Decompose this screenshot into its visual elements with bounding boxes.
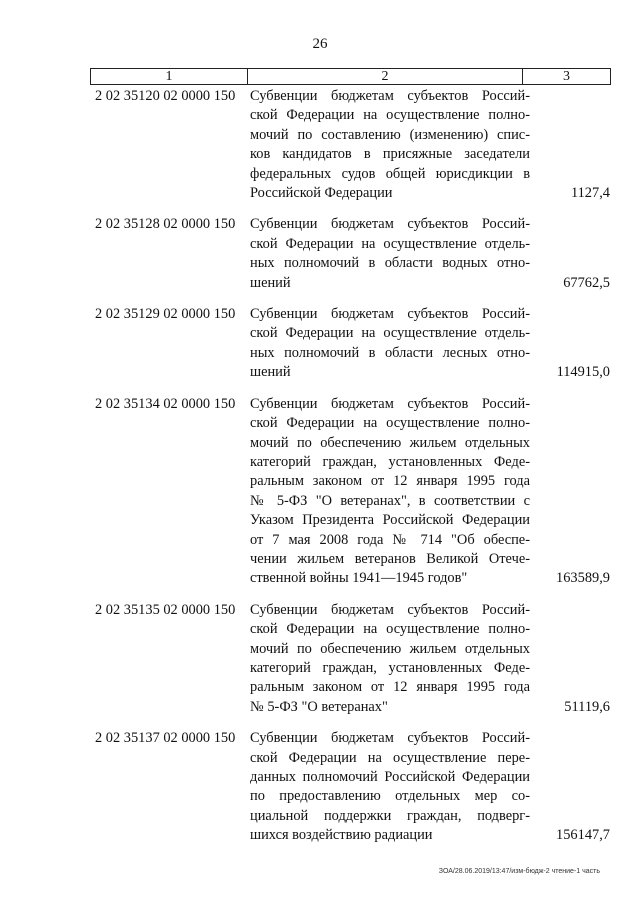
table-row <box>0 215 640 293</box>
description-line: Российской Федерации <box>250 185 393 202</box>
description-line: ской Федерации на осуществление полно- <box>250 621 530 638</box>
row-amount: 1127,4 <box>570 185 610 202</box>
page-number: 26 <box>312 36 328 52</box>
description-line: шихся воздействию радиации <box>250 827 433 844</box>
description-line: ской Федерации на осуществление полно- <box>250 415 530 432</box>
description-line: ственной войны 1941—1945 годов" <box>250 570 468 587</box>
description-line: № 5-ФЗ "О ветеранах" <box>250 698 388 715</box>
row-code: 2 02 35137 02 0000 150 <box>95 730 236 747</box>
table-row <box>0 305 640 383</box>
description-line: категорий граждан, установленных Феде- <box>250 659 530 676</box>
description-line: от 7 мая 2008 года № 714 "Об обеспе- <box>250 531 530 548</box>
description-line: шений <box>250 274 291 291</box>
row-amount: 67762,5 <box>563 274 610 291</box>
description-line: Указом Президента Российской Федерации <box>250 512 530 529</box>
description-line: ных полномочий в области водных отно- <box>250 255 530 272</box>
description-line: ральным законом от 12 января 1995 года <box>250 473 530 490</box>
table-row <box>0 87 640 203</box>
footer-stamp: ЗОА/28.06.2019/13:47/изм-бюдж-2 чтение-1 часть <box>438 868 600 875</box>
header-col-3: 3 <box>563 69 570 84</box>
row-code: 2 02 35135 02 0000 150 <box>95 601 236 618</box>
row-description <box>250 305 530 383</box>
row-amount: 163589,9 <box>556 570 610 587</box>
row-description <box>250 729 530 845</box>
description-line: федеральных судов общей юрисдикции в <box>250 165 530 182</box>
description-line: ральным законом от 12 января 1995 года <box>250 679 530 696</box>
row-description <box>250 601 530 717</box>
description-line: ных полномочий в области лесных отно- <box>250 344 530 361</box>
header-col-2: 2 <box>248 69 523 84</box>
description-line: ской Федерации на осуществление отдель- <box>250 325 530 342</box>
description-line: Субвенции бюджетам субъектов Россий- <box>250 395 530 412</box>
row-code: 2 02 35134 02 0000 150 <box>95 395 236 412</box>
row-code: 2 02 35128 02 0000 150 <box>95 216 236 233</box>
row-description <box>250 215 530 293</box>
row-code: 2 02 35129 02 0000 150 <box>95 306 236 323</box>
row-code: 2 02 35120 02 0000 150 <box>95 88 236 104</box>
description-line: циальной поддержки граждан, подверг- <box>250 807 530 824</box>
header-col-1: 1 <box>91 69 248 84</box>
description-line: ской Федерации на осуществление полно- <box>250 107 530 124</box>
description-line: мочий по обеспечению жильем отдельных <box>250 640 530 657</box>
description-line: ской Федерации на осуществление пере- <box>250 749 530 766</box>
table-row <box>0 395 640 589</box>
description-line: данных полномочий Российской Федерации <box>250 769 530 785</box>
row-amount: 114915,0 <box>556 364 610 381</box>
description-line: шений <box>250 364 291 381</box>
row-description <box>250 87 530 203</box>
description-line: Субвенции бюджетам субъектов Россий- <box>250 216 530 233</box>
description-line: категорий граждан, установленных Феде- <box>250 453 530 470</box>
description-line: ской Федерации на осуществление отдель- <box>250 235 530 252</box>
description-line: чении жильем ветеранов Великой Отече- <box>250 550 530 567</box>
table-header <box>90 68 611 85</box>
description-line: мочий по составлению (изменению) спис- <box>250 126 530 143</box>
description-line: Субвенции бюджетам субъектов Россий- <box>250 730 530 747</box>
description-line: мочий по обеспечению жильем отдельных <box>250 434 530 451</box>
row-description <box>250 395 530 589</box>
table-row <box>0 601 640 717</box>
description-line: Субвенции бюджетам субъектов Россий- <box>250 601 530 618</box>
description-line: по предоставлению отдельных мер со- <box>250 788 530 805</box>
description-line: № 5-ФЗ "О ветеранах", в соответствии с <box>250 492 530 509</box>
table-body <box>0 87 640 846</box>
row-amount: 51119,6 <box>564 698 610 715</box>
description-line: Субвенции бюджетам субъектов Россий- <box>250 88 530 104</box>
description-line: ков кандидатов в присяжные заседатели <box>250 146 530 163</box>
description-line: Субвенции бюджетам субъектов Россий- <box>250 306 530 323</box>
row-amount: 156147,7 <box>556 827 610 844</box>
table-row <box>0 729 640 845</box>
